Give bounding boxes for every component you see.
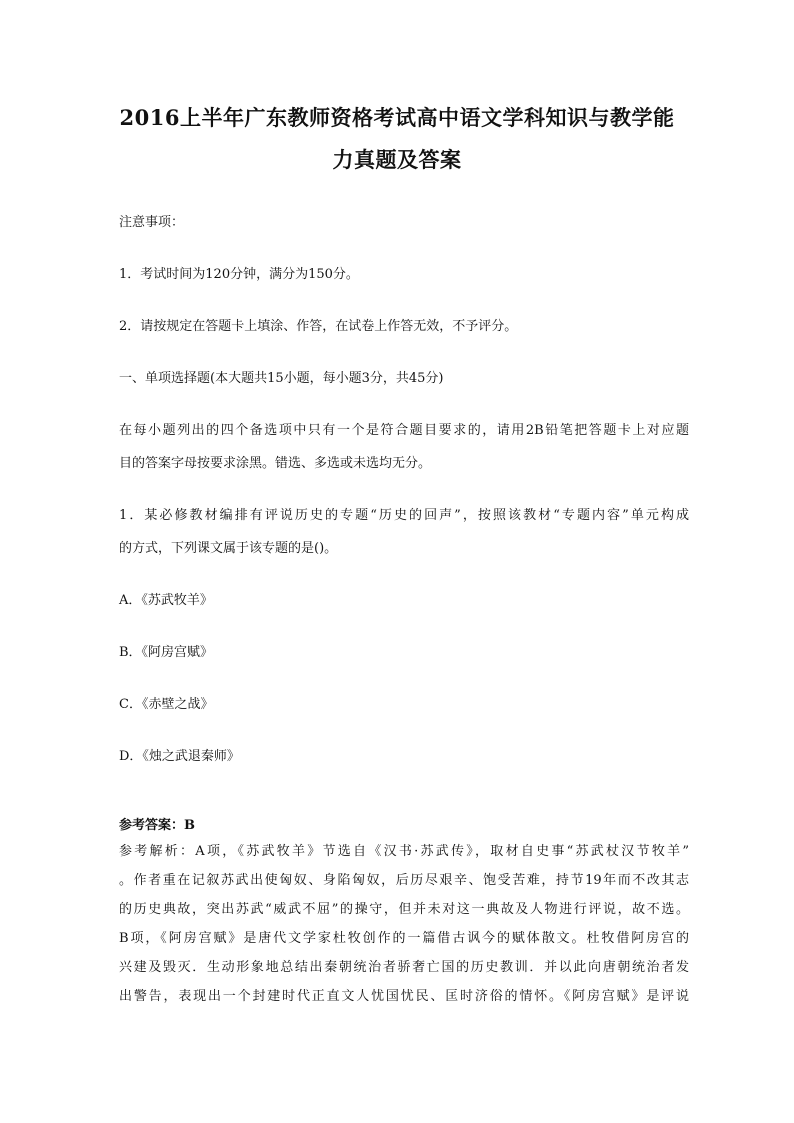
analysis-line-6: 出警告，表现出一个封建时代正直文人忧国忧民、匡时济俗的情怀。《阿房宫赋》是评说 — [119, 989, 689, 1004]
answer-label: 参考答案：B — [119, 818, 195, 833]
notice-item-1: 1．考试时间为120分钟，满分为150分。 — [119, 267, 359, 282]
instruction-line-1: 在每小题列出的四个备选项中只有一个是符合题目要求的，请用2B铅笔把答题卡上对应题 — [119, 423, 689, 438]
notice-item-2: 2．请按规定在答题卡上填涂、作答，在试卷上作答无效，不予评分。 — [119, 319, 518, 334]
page-title-line-2: 力真题及答案 — [332, 147, 462, 172]
option-d: D．《烛之武退秦师》 — [119, 749, 240, 764]
analysis-line-3: 的历史典故，突出苏武“威武不屈”的操守，但并未对这一典故及人物进行评说，故不选。 — [119, 902, 689, 917]
option-c: C．《赤壁之战》 — [119, 697, 214, 712]
question-1-line-2: 的方式，下列课文属于该专题的是()。 — [119, 541, 338, 556]
notice-heading: 注意事项： — [119, 215, 185, 230]
option-a: A．《苏武牧羊》 — [119, 593, 213, 608]
instruction-line-2: 目的答案字母按要求涂黑。错选、多选或未选均无分。 — [119, 456, 432, 471]
analysis-line-2: 。作者重在记叙苏武出使匈奴、身陷匈奴，后历尽艰辛、饱受苦难，持节19年而不改其志 — [119, 873, 689, 888]
analysis-line-1: 参考解析：A项，《苏武牧羊》节选自《汉书·苏武传》，取材自史事“苏武杖汉节牧羊” — [119, 844, 689, 859]
question-1-line-1: 1．某必修教材编排有评说历史的专题“历史的回声”，按照该教材“专题内容”单元构成 — [119, 508, 689, 523]
section-heading: 一、单项选择题(本大题共15小题，每小题3分，共45分) — [119, 371, 444, 386]
analysis-line-4: B项，《阿房宫赋》是唐代文学家杜牧创作的一篇借古讽今的赋体散文。杜牧借阿房宫的 — [119, 931, 689, 946]
option-b: B．《阿房宫赋》 — [119, 645, 214, 660]
analysis-line-5: 兴建及毁灭．生动形象地总结出秦朝统治者骄奢亡国的历史教训．并以此向唐朝统治者发 — [119, 960, 689, 975]
page-title-line-1: 2016上半年广东教师资格考试高中语文学科知识与教学能 — [119, 105, 675, 130]
